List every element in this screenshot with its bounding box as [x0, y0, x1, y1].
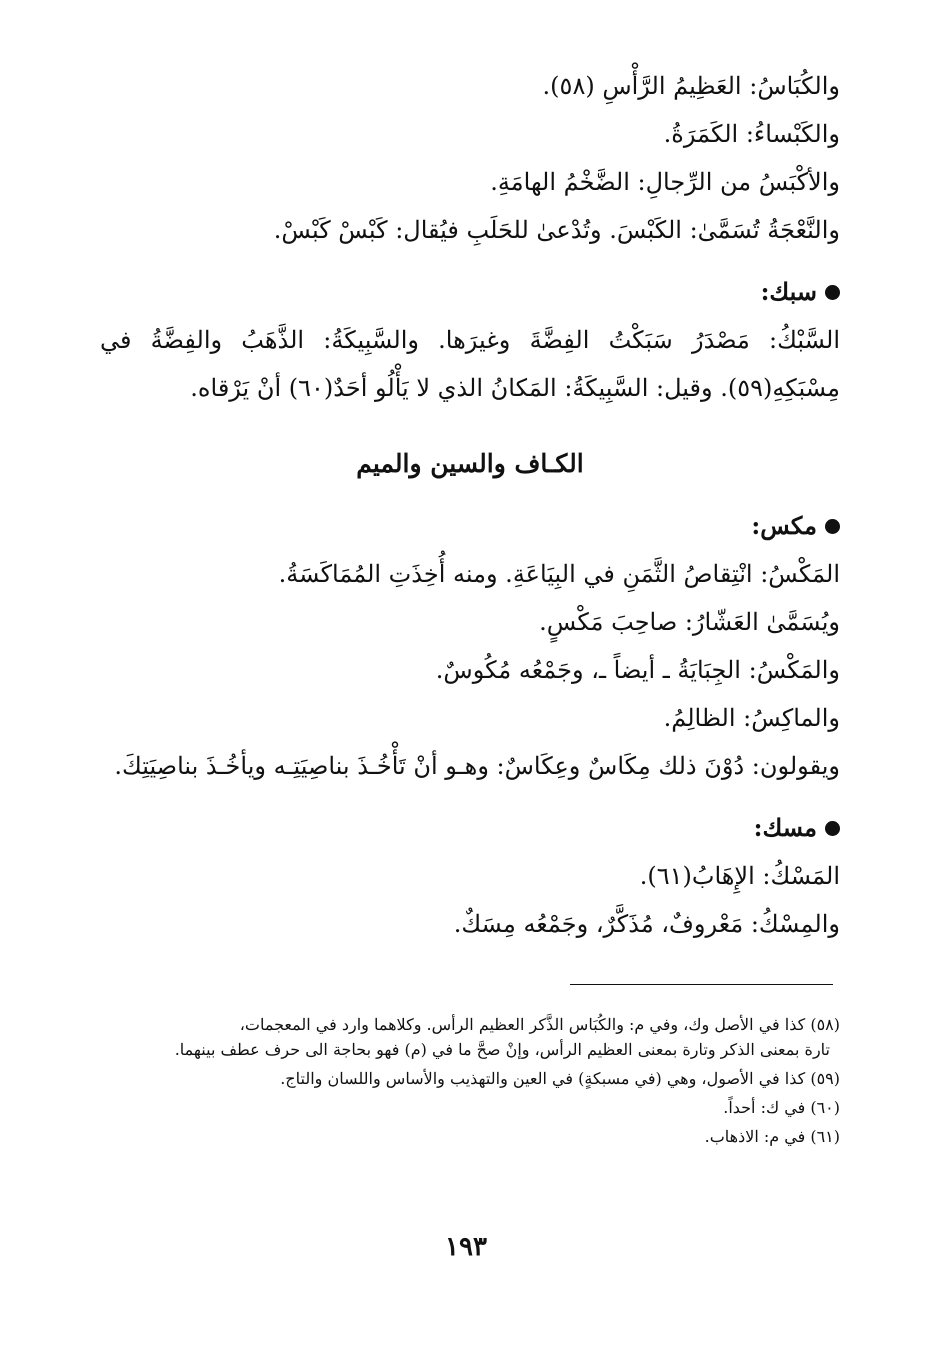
- entry-paragraph: ويقولون: دُوْنَ ذلك مِكَاسٌ وعِكَاسٌ: وهـو أنْ تَأْخُـذَ بناصِيَتِـه ويأخُـذَ بناصِيَتِكَ.: [114, 752, 840, 780]
- text-line: والنَّعْجَةُ تُسَمَّىٰ: الكَبْسَ. وتُدْعىٰ للحَلَبِ فيُقال: كَبْسْ كَبْسْ.: [273, 216, 840, 244]
- entry-paragraph: السَّبْكُ: مَصْدَرُ سَبَكْتُ الفِضَّةَ وغيرَها. والسَّبِيكَةُ: الذَّهَبُ والفِضَّةُ في مِسْبَكِهِ(٥٩). وقيل: السَّبِيكَةُ: المَكانُ الذي لا يَأْلُو أحَدٌ(٦٠) أنْ يَرْقاه.: [100, 326, 840, 402]
- entry-sabk: [100, 268, 840, 412]
- footnote-divider: [570, 984, 833, 985]
- footnote-text: (٥٨) كذا في الأصل وك، وفي م: والكُبَاس الذَّكر العظيم الرأس. وكلاهما وارد في المعجمات،: [239, 1015, 840, 1034]
- footnote-58: [96, 1012, 840, 1062]
- entry-maks: [100, 502, 840, 790]
- text-line: والكُبَاسُ: العَظِيمُ الرَّأْسِ (٥٨).: [542, 72, 840, 100]
- footnotes: [96, 1012, 840, 1153]
- entry-heading-label: سبك:: [760, 277, 817, 306]
- text-line: ويُسَمَّىٰ العَشّارُ: صاحِبَ مَكْسٍ.: [539, 608, 840, 636]
- text-line: والمِسْكُ: مَعْروفٌ، مُذَكَّرٌ، وجَمْعُه مِسَكٌ.: [453, 910, 840, 938]
- entry-mask: [100, 804, 840, 948]
- bullet-icon: [825, 519, 840, 534]
- page-body: [100, 62, 840, 948]
- bullet-icon: [825, 821, 840, 836]
- text-line: والكَبْساءُ: الكَمَرَةُ.: [663, 120, 840, 148]
- chapter-title: الكـاف والسين والميم: [356, 449, 584, 478]
- page-number: ١٩٣: [445, 1232, 487, 1262]
- entry-heading: [100, 268, 840, 316]
- text-line: والأكْبَسُ من الرِّجالِ: الضَّخْمُ الهامَةِ.: [490, 168, 840, 196]
- entry-heading-label: مكس:: [751, 511, 817, 540]
- text-line: والماكِسُ: الظالِمُ.: [663, 704, 840, 732]
- footnote-60: (٦٠) في ك: أحداً.: [723, 1098, 840, 1117]
- footnote-text-continued: تارة بمعنى الذكر وتارة بمعنى العظيم الرأس، وإنْ صحَّ ما في (م) فهو بحاجة الى حرف عطف بينهما.: [174, 1040, 830, 1059]
- entry-heading-label: مسك:: [753, 813, 817, 842]
- text-line: المَسْكُ: الإِهَابُ(٦١).: [639, 862, 840, 890]
- entry-heading: [100, 502, 840, 550]
- text-line: المَكْسُ: انْتِقاصُ الثَّمَنِ في البِيَاعَةِ. ومنه أُخِذَتِ المُمَاكَسَةُ.: [278, 560, 840, 588]
- text-line: والمَكْسُ: الجِبَايَةُ ـ أيضاً ـ، وجَمْعُه مُكُوسٌ.: [435, 656, 840, 684]
- bullet-icon: [825, 285, 840, 300]
- section-kbs-continuation: [100, 62, 840, 254]
- footnote-61: (٦١) في م: الاذهاب.: [704, 1127, 840, 1146]
- entry-heading: [100, 804, 840, 852]
- footnote-59: (٥٩) كذا في الأصول، وهي (في مسبكةٍ) في العين والتهذيب والأساس واللسان والتاج.: [280, 1069, 840, 1088]
